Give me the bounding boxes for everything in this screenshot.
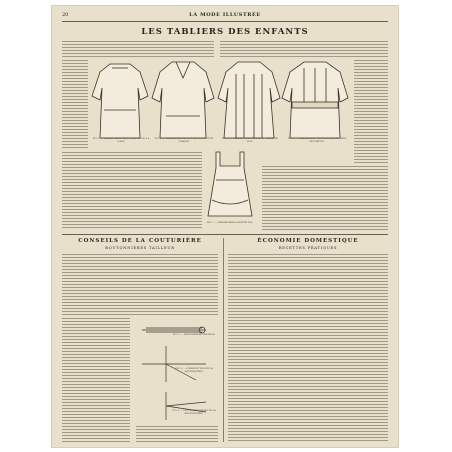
page-header	[62, 12, 388, 20]
domestic-subtitle: RECETTES PRATIQUES	[278, 246, 338, 250]
aprons-right-column-text	[354, 60, 388, 165]
buttonhole-figure-3	[166, 392, 206, 420]
page-number: 20	[62, 12, 69, 18]
apron-figure-5	[202, 150, 258, 222]
domestic-text	[228, 254, 388, 442]
aprons-intro-text	[62, 41, 214, 57]
dressmaker-text-top	[62, 254, 218, 316]
aprons-body-text-left	[62, 152, 202, 230]
apron-caption-4: FIG. 4. — TABLIER AVEC CEINTURE PASSÉE DANS DES PATTES.	[287, 137, 347, 143]
section-divider	[62, 234, 388, 235]
dressmaker-text-bottom	[136, 426, 218, 442]
dressmaker-text-narrow	[62, 318, 130, 442]
apron-caption-5: FIG. 5. — TABLIER-ROBE A BRETELLES.	[206, 221, 254, 224]
aprons-intro-text-right	[220, 41, 388, 57]
domestic-title: ÉCONOMIE DOMESTIQUE	[257, 238, 359, 244]
apron-figure-1	[92, 64, 148, 138]
buttonhole-caption-3: FIG. 3. — LES POINTS SERRÉS DE LA BOUTONNIÈRE.	[172, 409, 216, 415]
header-rule	[62, 21, 388, 22]
dressmaker-subtitle: BOUTONNIÈRES TAILLEUR	[105, 246, 175, 250]
magazine-title: LA MODE ILLUSTRÉE	[189, 12, 261, 18]
dressmaker-title: CONSEILS DE LA COUTURIÈRE	[78, 238, 202, 244]
magazine-page	[52, 6, 398, 447]
apron-caption-2: FIG. 2. — TABLIER-BLOUSE DE TOILE POUR PETIT GARÇON.	[154, 137, 214, 143]
column-separator	[223, 238, 224, 442]
aprons-article-title: LES TABLIERS DES ENFANTS	[141, 27, 309, 37]
apron-figure-3	[218, 62, 280, 138]
buttonhole-caption-1: FIG. 1. — BOUTONNIÈRE TAILLEUR.	[172, 333, 216, 336]
aprons-left-column-text	[62, 60, 88, 150]
apron-figure-4	[282, 62, 348, 138]
apron-figure-2	[152, 62, 214, 138]
buttonhole-figure-2	[142, 346, 206, 382]
aprons-body-text-right	[262, 166, 388, 230]
apron-caption-1: FIG. 1. — TABLIER-ROBE POUR FILLETTE DE 6 A 8 ANS.	[92, 137, 150, 143]
buttonhole-caption-2: FIG. 2. — COMMENT PIQUER LA BOUTONNIÈRE.	[175, 367, 213, 373]
apron-caption-3: FIG. 3. — TABLIER A EMPIÈCEMENT FORMÉ DE PLIS.	[222, 137, 278, 143]
